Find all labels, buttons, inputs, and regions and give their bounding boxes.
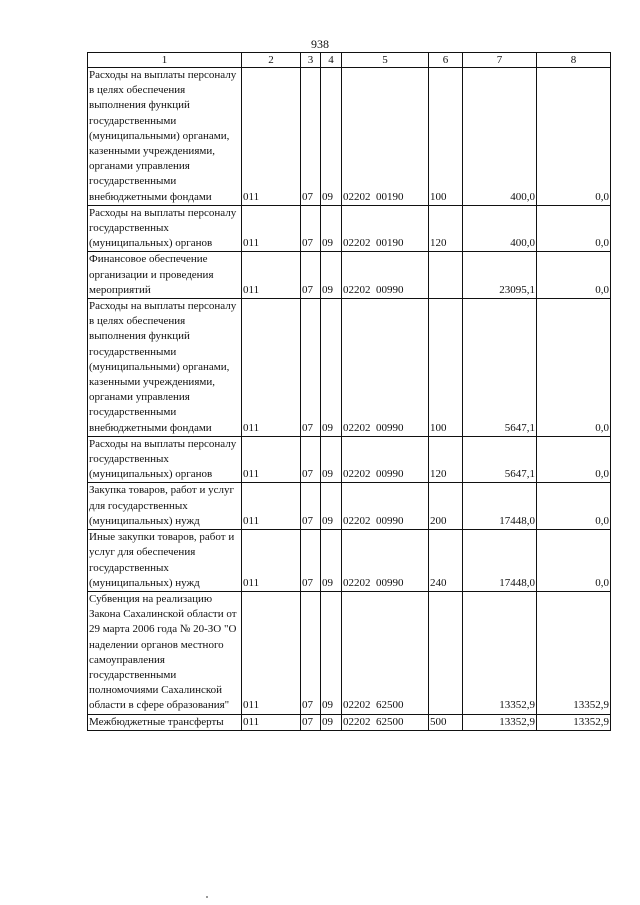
expense-type-code: 120 <box>429 205 463 252</box>
expense-type-code <box>429 252 463 299</box>
column-header: 3 <box>301 53 321 68</box>
expense-type-code: 100 <box>429 68 463 206</box>
section-code: 07 <box>301 68 321 206</box>
subsection-code: 09 <box>321 252 342 299</box>
expense-type-code <box>429 591 463 714</box>
subsection-code: 09 <box>321 483 342 530</box>
ministry-code: 011 <box>242 483 301 530</box>
table-row <box>88 714 611 730</box>
ministry-code: 011 <box>242 252 301 299</box>
target-article-code: 02202 00990 <box>342 299 429 437</box>
column-header: 7 <box>463 53 537 68</box>
section-code: 07 <box>301 436 321 483</box>
column-number-row <box>88 53 611 68</box>
column-header: 2 <box>242 53 301 68</box>
expense-type-code: 200 <box>429 483 463 530</box>
column-header: 6 <box>429 53 463 68</box>
ministry-code: 011 <box>242 299 301 437</box>
target-article-code: 02202 62500 <box>342 714 429 730</box>
section-code: 07 <box>301 714 321 730</box>
amount-col7: 23095,1 <box>463 252 537 299</box>
amount-col8: 0,0 <box>537 483 611 530</box>
ministry-code: 011 <box>242 436 301 483</box>
target-article-code: 02202 00190 <box>342 205 429 252</box>
table-row <box>88 252 611 299</box>
expense-name: Расходы на выплаты персоналу в целях обеспечения выполнения функций государственными (муниципальными) органами, казенными учреждениями, органами управления государственными внебюджетными фондами <box>88 68 242 206</box>
subsection-code: 09 <box>321 714 342 730</box>
amount-col8: 0,0 <box>537 252 611 299</box>
expense-name: Субвенция на реализацию Закона Сахалинской области от 29 марта 2006 года № 20-ЗО "О наделении органов местного самоуправления государственными полномочиями Сахалинской области в сфере образования" <box>88 591 242 714</box>
amount-col8: 13352,9 <box>537 591 611 714</box>
amount-col7: 17448,0 <box>463 483 537 530</box>
expense-name: Расходы на выплаты персоналу в целях обеспечения выполнения функций государственными (муниципальными) органами, казенными учреждениями, органами управления государственными внебюджетными фондами <box>88 299 242 437</box>
amount-col8: 0,0 <box>537 205 611 252</box>
table-row <box>88 205 611 252</box>
column-header: 1 <box>88 53 242 68</box>
column-header: 5 <box>342 53 429 68</box>
target-article-code: 02202 00990 <box>342 436 429 483</box>
column-header: 8 <box>537 53 611 68</box>
amount-col8: 13352,9 <box>537 714 611 730</box>
amount-col7: 5647,1 <box>463 299 537 437</box>
scan-speck <box>206 896 208 898</box>
table-row <box>88 530 611 592</box>
table-row <box>88 299 611 437</box>
budget-table <box>87 52 611 731</box>
table-row <box>88 591 611 714</box>
amount-col8: 0,0 <box>537 530 611 592</box>
ministry-code: 011 <box>242 205 301 252</box>
subsection-code: 09 <box>321 68 342 206</box>
subsection-code: 09 <box>321 436 342 483</box>
table-row <box>88 483 611 530</box>
target-article-code: 02202 62500 <box>342 591 429 714</box>
amount-col7: 17448,0 <box>463 530 537 592</box>
ministry-code: 011 <box>242 68 301 206</box>
section-code: 07 <box>301 299 321 437</box>
expense-type-code: 240 <box>429 530 463 592</box>
amount-col8: 0,0 <box>537 68 611 206</box>
target-article-code: 02202 00990 <box>342 252 429 299</box>
target-article-code: 02202 00190 <box>342 68 429 206</box>
expense-name: Иные закупки товаров, работ и услуг для обеспечения государственных (муниципальных) нужд <box>88 530 242 592</box>
table-row <box>88 436 611 483</box>
amount-col7: 13352,9 <box>463 714 537 730</box>
expense-name: Расходы на выплаты персоналу государственных (муниципальных) органов <box>88 436 242 483</box>
ministry-code: 011 <box>242 591 301 714</box>
expense-type-code: 100 <box>429 299 463 437</box>
ministry-code: 011 <box>242 714 301 730</box>
table-row <box>88 68 611 206</box>
amount-col7: 400,0 <box>463 205 537 252</box>
amount-col7: 13352,9 <box>463 591 537 714</box>
target-article-code: 02202 00990 <box>342 530 429 592</box>
section-code: 07 <box>301 483 321 530</box>
section-code: 07 <box>301 530 321 592</box>
ministry-code: 011 <box>242 530 301 592</box>
section-code: 07 <box>301 205 321 252</box>
expense-type-code: 120 <box>429 436 463 483</box>
section-code: 07 <box>301 252 321 299</box>
amount-col8: 0,0 <box>537 436 611 483</box>
expense-name: Межбюджетные трансферты <box>88 714 242 730</box>
expense-name: Расходы на выплаты персоналу государственных (муниципальных) органов <box>88 205 242 252</box>
subsection-code: 09 <box>321 205 342 252</box>
column-header: 4 <box>321 53 342 68</box>
target-article-code: 02202 00990 <box>342 483 429 530</box>
expense-type-code: 500 <box>429 714 463 730</box>
expense-name: Закупка товаров, работ и услуг для государственных (муниципальных) нужд <box>88 483 242 530</box>
subsection-code: 09 <box>321 591 342 714</box>
amount-col7: 400,0 <box>463 68 537 206</box>
amount-col7: 5647,1 <box>463 436 537 483</box>
section-code: 07 <box>301 591 321 714</box>
expense-name: Финансовое обеспечение организации и проведения мероприятий <box>88 252 242 299</box>
subsection-code: 09 <box>321 299 342 437</box>
subsection-code: 09 <box>321 530 342 592</box>
amount-col8: 0,0 <box>537 299 611 437</box>
page-number: 938 <box>311 37 329 51</box>
